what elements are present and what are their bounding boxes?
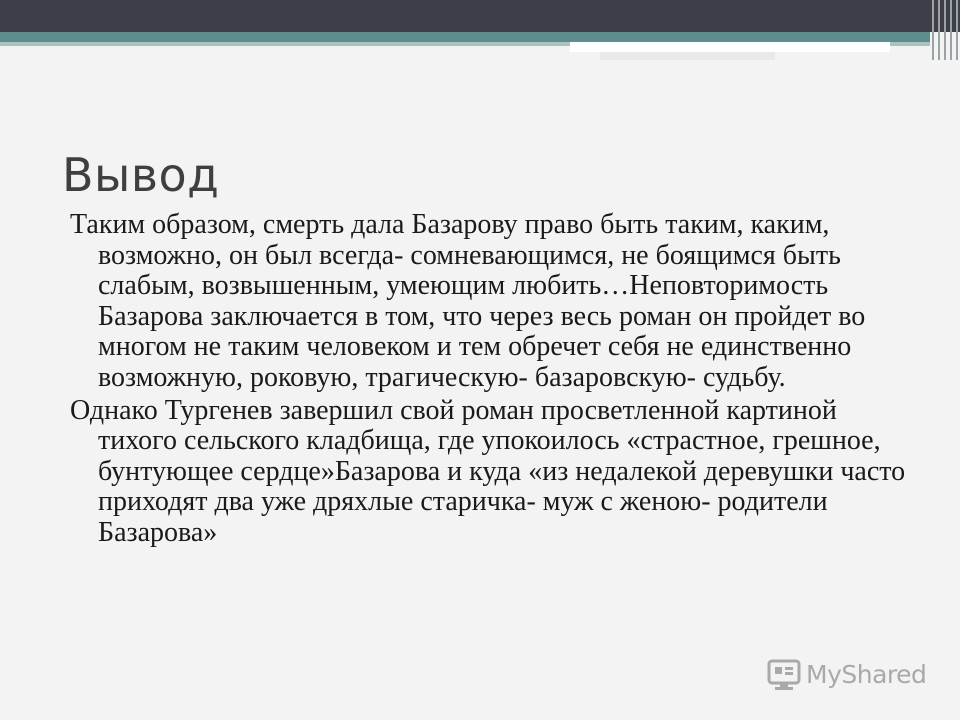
accent-bar [0, 32, 930, 42]
accent-tab-shadow [600, 52, 775, 60]
top-bar [0, 0, 960, 32]
accent-tab [570, 42, 890, 52]
slide-title: Вывод [62, 148, 220, 202]
decorative-strips [928, 0, 960, 60]
watermark [766, 654, 936, 694]
slide-body [70, 210, 910, 551]
paragraph-1: Таким образом, смерть дала Базарову право быть таким, каким, возможно, он был всегда- сомневающимся, не боящимся быть слабым, возвышенным, умеющим любить…Неповторимость Базарова заключается в том, что через весь роман он пройдет во многом не таким человеком и тем обречет себя не единственно возможную, роковую, трагическую- базаровскую- судьбу. [70, 209, 866, 393]
myshared-logo-icon [766, 656, 802, 692]
watermark-text: MyShared [806, 659, 927, 689]
paragraph-2: Однако Тургенев завершил свой роман просветленной картиной тихого сельского кладбища, где упокоилось «страстное, грешное, бунтующее сердце»Базарова и куда «из недалекой деревушки часто приходят два уже дряхлые старичка- муж с женою- родители Базарова» [70, 394, 906, 548]
